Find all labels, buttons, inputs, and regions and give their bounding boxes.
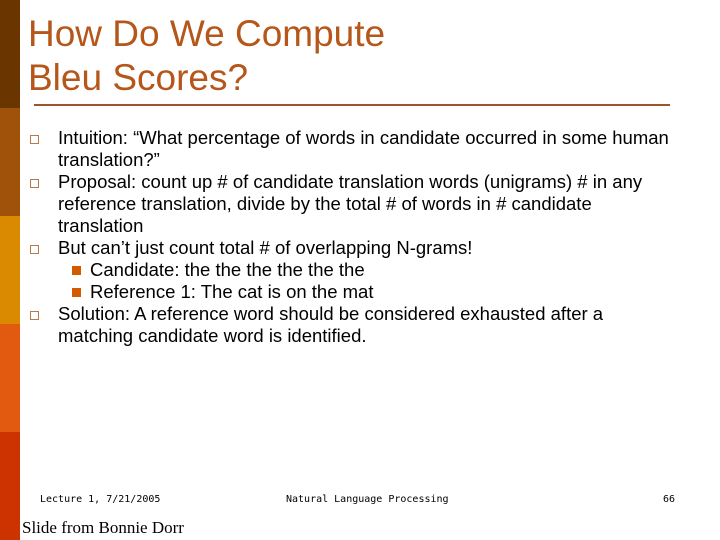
sub-bullet-item <box>58 281 680 303</box>
hollow-square-icon <box>30 245 39 254</box>
sidebar-band <box>0 0 20 108</box>
bullet-item <box>30 237 680 303</box>
sidebar-band <box>0 324 20 432</box>
sidebar-band <box>0 108 20 216</box>
slide-title <box>28 12 668 100</box>
hollow-square-icon <box>30 179 39 188</box>
hollow-square-icon <box>30 135 39 144</box>
bullet-text: Solution: A reference word should be considered exhausted after a matching candidate word is identified. <box>58 303 604 346</box>
slide-title-line: Bleu Scores? <box>28 57 249 98</box>
footer-lecture: Lecture 1, 7/21/2005 <box>40 494 161 505</box>
bullet-text: Proposal: count up # of candidate translation words (unigrams) # in any reference translation, divide by the total # of words in # candidate translation <box>58 171 643 236</box>
bullet-item <box>30 127 680 171</box>
footer-course: Natural Language Processing <box>286 494 449 505</box>
bullet-text: But can’t just count total # of overlapping N-grams! <box>58 237 473 258</box>
sub-bullet-item <box>58 259 680 281</box>
sidebar-band <box>0 216 20 324</box>
bullet-item <box>30 303 680 347</box>
filled-square-icon <box>72 266 81 275</box>
sub-bullet-list <box>58 259 680 303</box>
sub-bullet-text: Candidate: the the the the the the <box>90 259 365 280</box>
slide-credit: Slide from Bonnie Dorr <box>22 518 184 537</box>
hollow-square-icon <box>30 311 39 320</box>
page-number: 66 <box>663 494 676 505</box>
bullet-text: Intuition: “What percentage of words in candidate occurred in some human translation?” <box>58 127 669 170</box>
sub-bullet-text: Reference 1: The cat is on the mat <box>90 281 374 302</box>
bullet-list <box>30 127 680 347</box>
bullet-item <box>30 171 680 237</box>
title-divider <box>34 104 670 106</box>
filled-square-icon <box>72 288 81 297</box>
slide-title-line: How Do We Compute <box>28 13 386 54</box>
sidebar-band <box>0 432 20 540</box>
sidebar-decoration <box>0 0 20 540</box>
